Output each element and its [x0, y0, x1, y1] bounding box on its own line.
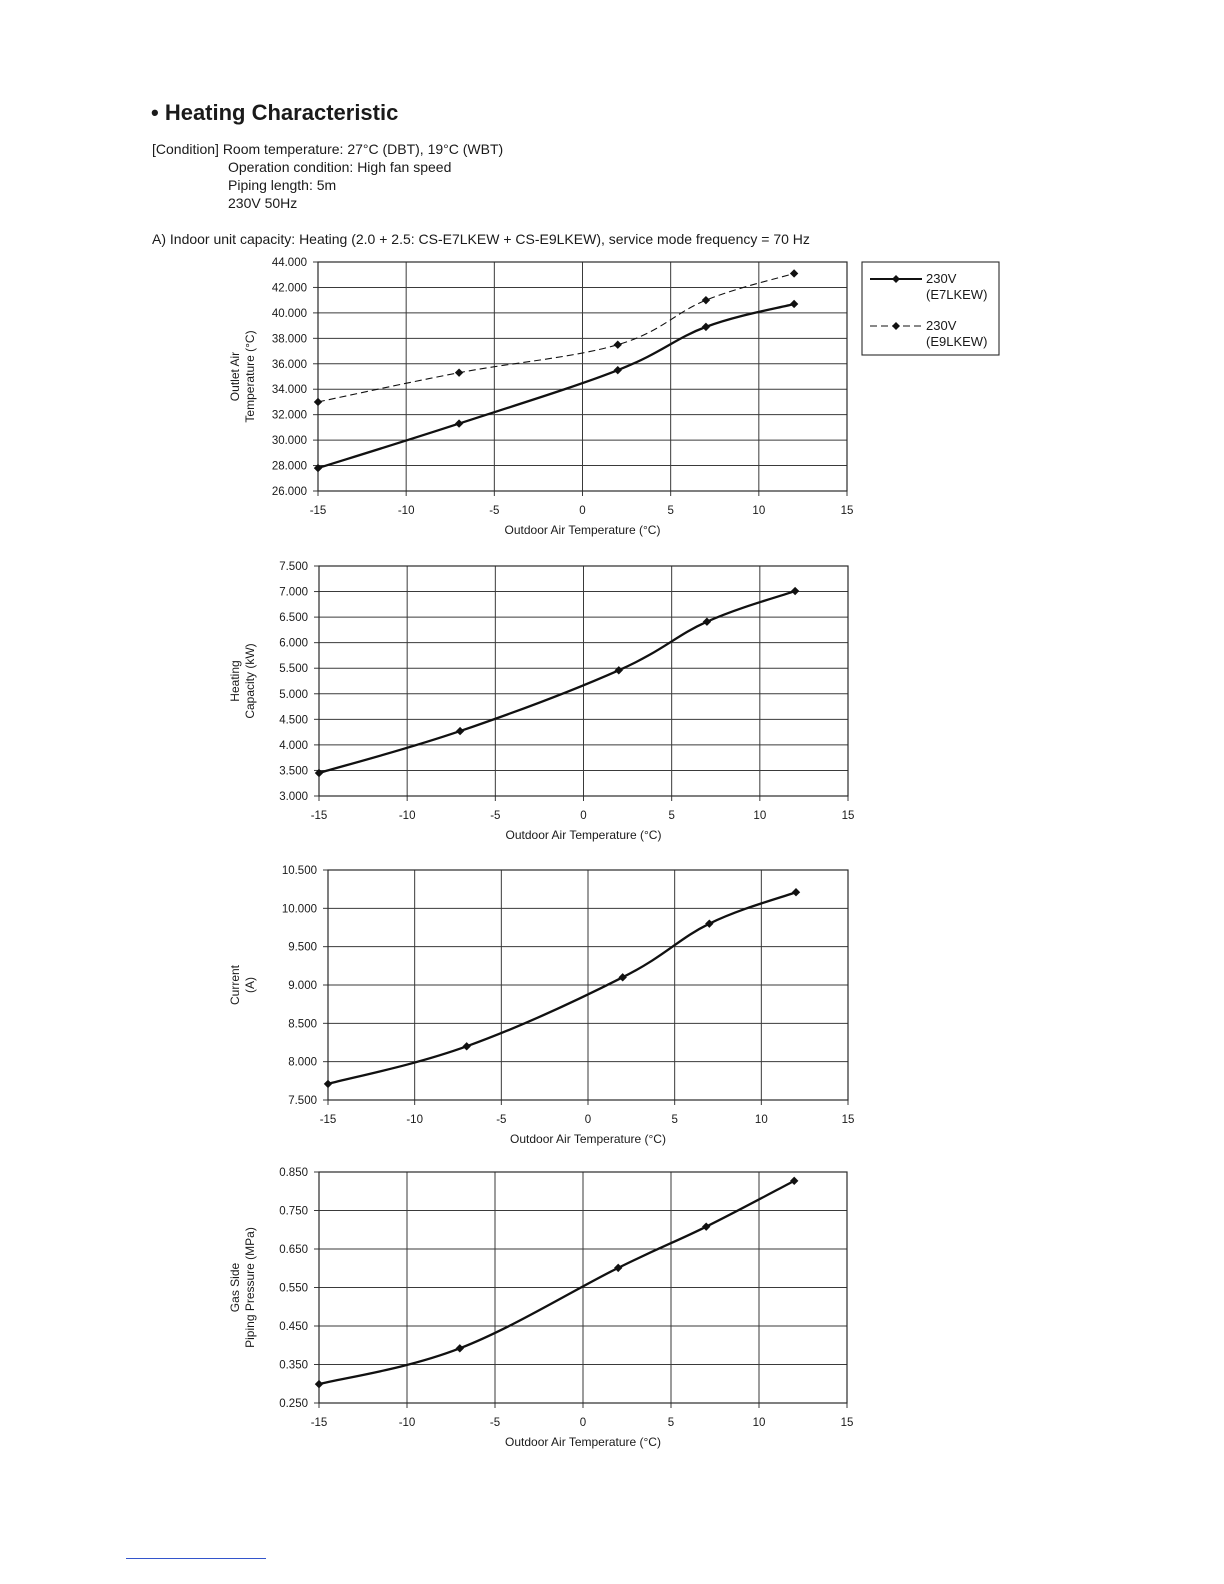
chart2-y-axis-label: Capacity (kW): [243, 643, 257, 719]
chart3-x-tick-label: -5: [496, 1114, 507, 1126]
chart1-series1-point: [455, 419, 463, 427]
chart1-series1-point: [790, 300, 798, 308]
chart4-series1-point: [614, 1264, 622, 1272]
chart1-legend-label-2: 230V: [926, 318, 957, 333]
chart1-series2-point: [702, 296, 710, 304]
chart4-x-tick-label: 10: [752, 1417, 766, 1429]
footer-rule: [126, 1558, 266, 1559]
chart2-y-tick-label: 4.500: [279, 714, 308, 727]
chart4-y-tick-label: 0.250: [279, 1398, 308, 1410]
chart3-y-axis-label: Current: [228, 964, 242, 1006]
chart2-series1-point: [791, 587, 799, 595]
chart3-y-tick-label: 10.000: [281, 903, 317, 916]
condition-piping-length: Piping length: 5m: [228, 177, 337, 193]
chart3-y-tick-label: 8.000: [288, 1056, 317, 1069]
chart3-series1-point: [792, 888, 800, 896]
chart2-y-tick-label: 3.000: [279, 791, 308, 803]
condition-operation: Operation condition: High fan speed: [228, 159, 452, 175]
chart3-series1-point: [324, 1080, 332, 1088]
chart1-x-tick-label: -15: [309, 505, 327, 517]
chart2-y-tick-label: 4.000: [279, 739, 308, 752]
chart1-x-tick-label: 15: [840, 505, 854, 517]
chart4-y-axis-label: Piping Pressure (MPa): [243, 1227, 257, 1348]
chart1-y-tick-label: 36.000: [271, 358, 307, 371]
chart1-x-axis-label: Outdoor Air Temperature (°C): [504, 523, 661, 537]
chart2-x-tick-label: -5: [490, 810, 501, 822]
chart2-series1-line: [319, 591, 795, 773]
chart2-y-tick-label: 5.000: [279, 688, 308, 701]
chart3-y-tick-label: 7.500: [288, 1095, 317, 1107]
chart4-y-tick-label: 0.750: [279, 1205, 308, 1218]
condition-room-temperature: [Condition] Room temperature: 27°C (DBT), 19°C (WBT): [152, 141, 504, 157]
chart3-x-axis-label: Outdoor Air Temperature (°C): [510, 1132, 666, 1146]
chart1-y-tick-label: 28.000: [271, 460, 307, 473]
chart2-series1-point: [615, 666, 623, 674]
chart3-y-tick-label: 9.000: [288, 980, 317, 992]
chart3-series1-point: [462, 1042, 470, 1050]
chart4-series1-line: [319, 1181, 794, 1384]
chart3-x-tick-label: -15: [319, 1114, 337, 1126]
chart2-y-axis-label: Heating: [228, 660, 242, 702]
chart3-x-tick-label: 15: [841, 1114, 855, 1126]
chart4-y-tick-label: 0.450: [279, 1321, 308, 1333]
chart1-y-tick-label: 34.000: [271, 384, 307, 397]
chart2-x-tick-label: 15: [841, 810, 855, 822]
chart4-y-tick-label: 0.350: [279, 1359, 308, 1372]
chart3-x-tick-label: 10: [754, 1114, 768, 1126]
chart1-y-tick-label: 38.000: [271, 333, 307, 346]
chart4-x-tick-label: -15: [310, 1417, 328, 1429]
chart2-x-tick-label: 0: [580, 810, 587, 822]
chart1-series2-point: [614, 340, 622, 348]
chart1-series2-point: [314, 398, 322, 406]
chart1-series2-point: [790, 269, 798, 277]
chart4-series1-point: [456, 1344, 464, 1352]
chart2-series1-point: [703, 618, 711, 626]
chart1-x-tick-label: 10: [752, 505, 766, 517]
chart1-y-tick-label: 40.000: [271, 307, 307, 320]
chart4-y-tick-label: 0.550: [279, 1282, 308, 1295]
chart3-y-tick-label: 8.500: [288, 1018, 317, 1031]
chart4-series1-point: [315, 1380, 323, 1388]
chart-caption: A) Indoor unit capacity: Heating (2.0 + 2.5: CS-E7LKEW + CS-E9LKEW), service mode frequency = 70 Hz: [152, 231, 810, 247]
chart1-legend-sublabel-1: (E7LKEW): [926, 287, 988, 302]
chart1-legend-label-1: 230V: [926, 271, 957, 286]
chart1-y-axis-label: Outlet Air: [228, 351, 242, 402]
chart3-x-tick-label: -10: [406, 1114, 423, 1126]
chart2-y-tick-label: 7.500: [279, 561, 308, 573]
chart3-series1-line: [328, 892, 796, 1084]
chart4-x-tick-label: -5: [489, 1417, 501, 1429]
chart3-y-tick-label: 9.500: [288, 941, 317, 954]
chart2-x-tick-label: 10: [753, 810, 767, 822]
chart1-x-tick-label: 5: [667, 505, 674, 517]
chart4-x-tick-label: -10: [398, 1417, 416, 1429]
chart3-y-tick-label: 10.500: [281, 865, 317, 877]
chart2-y-tick-label: 6.000: [279, 637, 308, 650]
chart2-series1-point: [456, 727, 464, 735]
chart3-series1-point: [618, 973, 626, 981]
chart3-y-axis-label: (A): [243, 977, 257, 993]
chart4-series1-point: [702, 1222, 710, 1230]
chart2-x-tick-label: 5: [668, 810, 675, 822]
chart2-y-tick-label: 7.000: [279, 586, 308, 599]
chart2-x-axis-label: Outdoor Air Temperature (°C): [505, 828, 662, 842]
chart2-x-tick-label: -10: [398, 810, 416, 822]
chart3-x-tick-label: 5: [671, 1114, 678, 1126]
chart1-series2-point: [455, 368, 463, 376]
chart1-series1-point: [614, 366, 622, 374]
page-title: • Heating Characteristic: [151, 100, 399, 125]
chart1-y-tick-label: 42.000: [271, 282, 307, 295]
chart2-y-tick-label: 3.500: [279, 765, 308, 778]
chart4-y-tick-label: 0.850: [279, 1167, 308, 1179]
chart4-series1-point: [790, 1177, 798, 1185]
chart4-y-axis-label: Gas Side: [228, 1262, 242, 1313]
chart1-series1-line: [318, 304, 794, 468]
chart1-x-tick-label: -5: [489, 505, 500, 517]
chart4-x-tick-label: 15: [840, 1417, 854, 1429]
chart1-y-tick-label: 26.000: [271, 486, 307, 498]
chart4-x-tick-label: 0: [579, 1417, 587, 1429]
chart1-series2-line: [318, 273, 794, 401]
chart1-series1-point: [702, 323, 710, 331]
chart1-y-axis-label: Temperature (°C): [243, 330, 257, 423]
condition-power-supply: 230V 50Hz: [228, 195, 298, 211]
chart2-y-tick-label: 5.500: [279, 663, 308, 676]
chart1-y-tick-label: 44.000: [271, 257, 307, 269]
chart4-x-tick-label: 5: [667, 1417, 675, 1429]
chart3-x-tick-label: 0: [584, 1114, 592, 1126]
chart2-x-tick-label: -15: [310, 810, 328, 822]
chart1-y-tick-label: 32.000: [271, 409, 307, 422]
chart4-y-tick-label: 0.650: [279, 1244, 308, 1256]
chart2-y-tick-label: 6.500: [279, 612, 308, 625]
chart1-y-tick-label: 30.000: [271, 435, 307, 448]
chart1-legend-sublabel-2: (E9LKEW): [926, 334, 988, 349]
chart1-x-tick-label: 0: [579, 505, 586, 517]
chart3-series1-point: [705, 919, 713, 927]
chart4-x-axis-label: Outdoor Air Temperature (°C): [505, 1435, 661, 1449]
chart1-x-tick-label: -10: [397, 505, 415, 517]
